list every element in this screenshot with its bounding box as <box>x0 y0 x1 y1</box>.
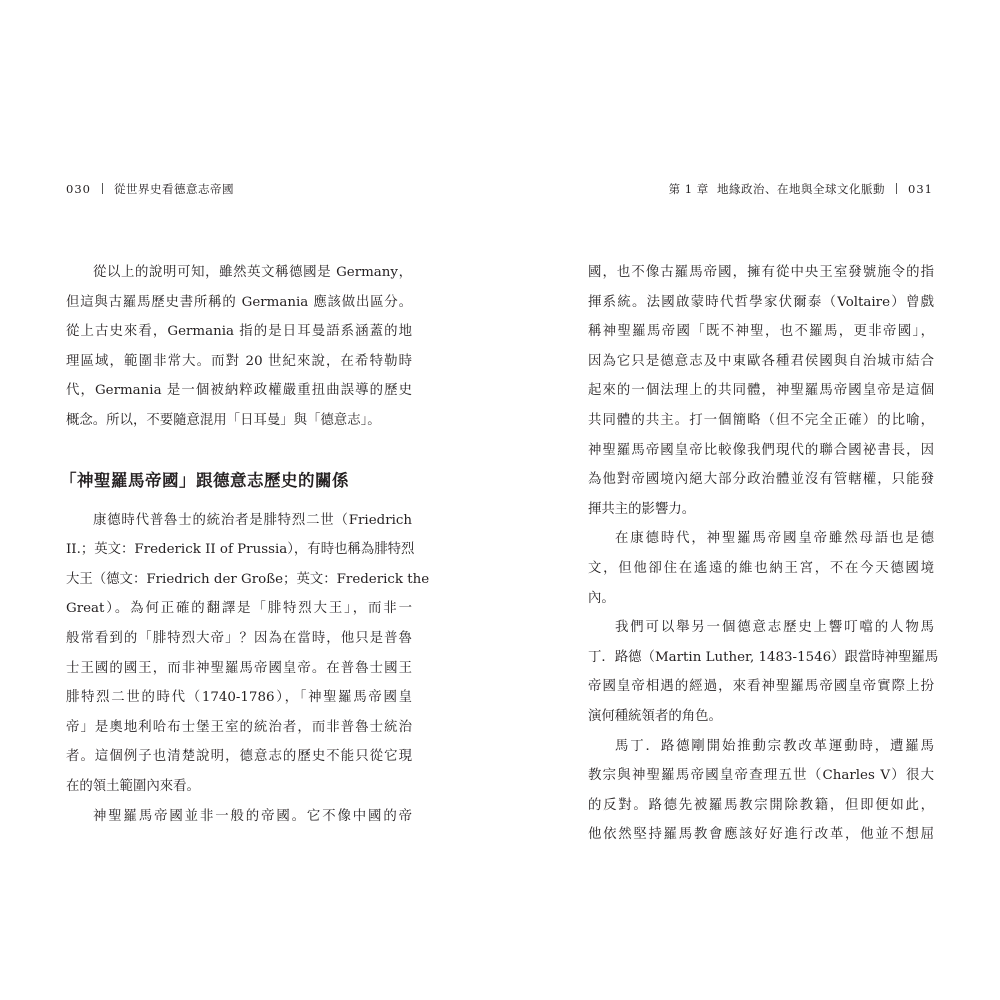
text-line: 神聖羅馬帝國皇帝比較像我們現代的聯合國祕書長，因 <box>588 442 934 458</box>
chapter-suffix: 章 <box>696 182 709 196</box>
header-separator <box>102 183 103 194</box>
right-page-number: 031 <box>908 182 933 196</box>
chapter-number: 1 <box>684 182 693 196</box>
text-line: 揮共主的影響力。 <box>588 501 696 517</box>
text-line: 揮系統。法國啟蒙時代哲學家伏爾泰（Voltaire）曾戲 <box>588 294 934 310</box>
text-line: 他依然堅持羅馬教會應該好好進行改革，他並不想屈 <box>588 827 934 843</box>
text-line: 從上古史來看，Germania 指的是日耳曼語系涵蓋的地 <box>66 324 412 340</box>
text-line: 丁．路德（Martin Luther, 1483-1546）跟當時神聖羅馬 <box>588 649 939 665</box>
right-page <box>500 0 1000 1000</box>
text-line: 士王國的國王，而非神聖羅馬帝國皇帝。在普魯士國王 <box>66 660 412 676</box>
text-line: 的反對。路德先被羅馬教宗開除教籍，但即便如此， <box>588 797 934 813</box>
text-line: 理區域，範圍非常大。而對 20 世紀來說，在希特勒時 <box>66 353 412 369</box>
section-heading: 「神聖羅馬帝國」跟德意志歷史的關係 <box>60 470 349 490</box>
text-line: 康德時代普魯士的統治者是腓特烈二世（Friedrich <box>93 512 412 528</box>
text-line: 從以上的說明可知，雖然英文稱德國是 Germany， <box>93 265 412 280</box>
paragraph <box>66 258 412 436</box>
left-running-head <box>66 181 234 197</box>
paragraph <box>66 802 412 832</box>
text-line: 在的領土範圍內來看。 <box>66 778 200 794</box>
paragraph <box>588 613 939 731</box>
text-line: 稱神聖羅馬帝國「既不神聖，也不羅馬，更非帝國」， <box>588 324 934 340</box>
text-line: Great）。為何正確的翻譯是「腓特烈大王」，而非一 <box>66 601 412 617</box>
text-line: 我們可以舉另一個德意志歷史上響叮噹的人物馬 <box>615 620 934 636</box>
text-line: 腓特烈二世的時代（1740-1786），「神聖羅馬帝國皇 <box>66 690 412 706</box>
paragraph <box>66 506 430 802</box>
paragraph <box>588 732 934 850</box>
left-page-number: 030 <box>66 182 91 196</box>
text-line: 大王（德文：Friedrich der Große；英文：Frederick the <box>66 571 430 587</box>
text-line: 內。 <box>588 590 615 606</box>
text-line: 帝國皇帝相遇的經過，來看神聖羅馬帝國皇帝實際上扮 <box>588 679 934 695</box>
text-line: 代，Germania 是一個被納粹政權嚴重扭曲誤導的歷史 <box>66 383 412 399</box>
header-separator <box>896 183 897 194</box>
chapter-prefix: 第 <box>668 182 681 196</box>
right-running-head <box>669 181 933 197</box>
text-line: 概念。所以，不要隨意混用「日耳曼」與「德意志」。 <box>66 412 381 428</box>
text-line: 為他對帝國境內絕大部分政治體並沒有管轄權，只能發 <box>588 472 934 488</box>
text-line: 帝」是奧地利哈布士堡王室的統治者，而非普魯士統治 <box>66 719 412 735</box>
text-line: 神聖羅馬帝國並非一般的帝國。它不像中國的帝 <box>93 808 412 824</box>
text-line: 教宗與神聖羅馬帝國皇帝查理五世（Charles V）很大 <box>588 768 934 784</box>
text-line: 但這與古羅馬歷史書所稱的 Germania 應該做出區分。 <box>66 294 412 310</box>
left-text-block <box>60 258 430 831</box>
paragraph <box>588 524 934 613</box>
book-title: 從世界史看德意志帝國 <box>113 182 234 196</box>
text-line: II.；英文：Frederick II of Prussia），有時也稱為腓特烈 <box>66 542 415 558</box>
text-line: 共同體的共主。打一個簡略（但不完全正確）的比喻， <box>588 412 934 428</box>
text-line: 馬丁．路德剛開始推動宗教改革運動時，遭羅馬 <box>615 738 934 754</box>
text-line: 者。這個例子也清楚說明，德意志的歷史不能只從它現 <box>66 749 412 765</box>
text-line: 因為它只是德意志及中東歐各種君侯國與自治城市結合 <box>588 353 934 369</box>
chapter-title: 地緣政治、在地與全球文化脈動 <box>717 182 886 196</box>
text-line: 演何種統領者的角色。 <box>588 708 722 724</box>
text-line: 在康德時代，神聖羅馬帝國皇帝雖然母語也是德 <box>615 531 934 547</box>
text-line: 文，但他卻住在遙遠的維也納王宮，不在今天德國境 <box>588 560 934 576</box>
text-line: 國，也不像古羅馬帝國，擁有從中央王室發號施令的指 <box>588 265 934 280</box>
text-line: 起來的一個法理上的共同體，神聖羅馬帝國皇帝是這個 <box>588 383 934 399</box>
paragraph <box>588 258 934 524</box>
text-line: 般常看到的「腓特烈大帝」？因為在當時，他只是普魯 <box>66 630 412 646</box>
right-text-block <box>588 258 939 850</box>
